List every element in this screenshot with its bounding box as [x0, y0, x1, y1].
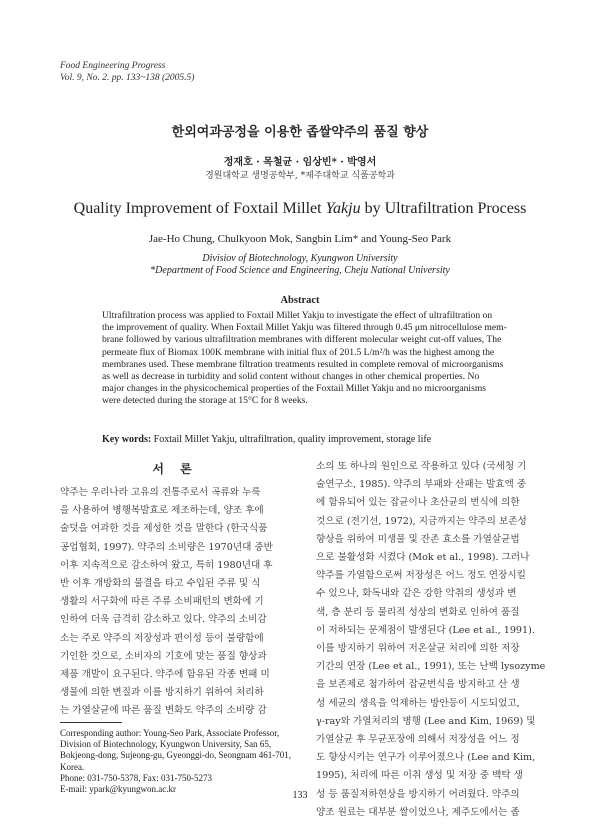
paragraph-line: 반 이후 개방화의 물결을 타고 수입된 주류 및 식 [60, 578, 261, 590]
keywords-text: Foxtail Millet Yakju, ultrafiltration, quality improvement, storage life [153, 434, 432, 445]
paragraph-line: 소는 주로 약주의 저장성과 편이성 등이 불량함에 [60, 632, 264, 644]
abstract-line: brane followed by various ultrafiltration membranes with different molecular weight cut-off values, The [102, 334, 502, 346]
journal-name: Food Engineering Progress [60, 61, 166, 71]
paragraph-line: 이를 방지하기 위하여 저온살균 처리에 의한 저장 [316, 643, 520, 655]
paragraph-line: 약주를 가열함으로써 저장성은 어느 정도 연장시킬 [316, 570, 526, 582]
english-authors: Jae-Ho Chung, Chulkyoon Mok, Sangbin Lim* and Young-Seo Park [148, 233, 452, 245]
paragraph-line: 1995), 처리에 따른 이취 생성 및 저장 중 백탁 생 [316, 770, 523, 782]
correspondence-line: Division of Biotechnology, Kyungwon University, San 65, [60, 739, 272, 750]
footnote-divider [60, 722, 122, 723]
abstract-line: were detected during the storage at 15°C for 8 weeks. [102, 395, 308, 407]
paragraph-line: 술연구소, 1985). 약주의 부패와 산패는 발효액 중 [316, 479, 527, 491]
abstract-heading: Abstract [280, 295, 320, 306]
paragraph-line: 향상을 위하여 미생물 및 잔존 효소를 가열살균법 [316, 533, 520, 545]
paragraph-line: 기인한 것으로, 소비자의 기호에 맞는 품질 향상과 [60, 650, 267, 662]
abstract-line: the improvement of quality. When Foxtail Millet Yakju was filtered through 0.45 μm nitrocellulose mem- [102, 322, 507, 334]
paragraph-line: γ-ray와 가열처리의 병행 (Lee and Kim, 1969) 및 [316, 715, 536, 727]
paragraph-line: 에 함유되어 있는 잡균이나 초산균의 번식에 의한 [316, 497, 520, 509]
paragraph-line: 인하여 더욱 급격히 감소하고 있다. 약주의 소비감 [60, 614, 267, 626]
correspondence-line: Bokjeong-dong, Sujeong-gu, Gyeonggi-do, Seongnam 461-701, [60, 750, 291, 761]
paragraph-line: 약주는 우리나라 고유의 전통주로서 곡류와 누룩 [60, 487, 261, 498]
section-heading-introduction: 서 론 [152, 462, 198, 476]
english-affiliation-2: *Department of Food Science and Engineering, Cheju National University [150, 265, 450, 276]
abstract-line: permeate flux of Biomax 100K membrane with initial flux of 201.5 L/m²/h was the highest among the [102, 346, 495, 358]
abstract-line: as well as decrease in turbidity and solid content without changes in other chemical properties. No [102, 371, 480, 383]
keywords-label: Key words: [102, 434, 152, 445]
body-right-column [316, 458, 552, 822]
korean-authors: 정재호 · 목철균 · 임상빈* · 박영서 [223, 157, 377, 168]
paragraph-line: 술덧을 여과한 것을 제성한 것을 말한다 (한국식품 [60, 523, 268, 535]
correspondence-line: Corresponding author: Young-Seo Park, Associate Professor, [60, 728, 280, 738]
english-affiliation-1: Divisiov of Biotechnology, Kyungwon University [202, 253, 398, 264]
paragraph-line: 는 가열살균에 따른 품질 변화도 약주의 소비량 감 [60, 705, 267, 717]
paragraph-line: 성 등 품질저하현상을 방지하기 어려웠다. 약주의 [316, 788, 520, 800]
paragraph-line: 을 보존제로 첨가하여 잡균번식을 방지하고 산 생 [316, 679, 520, 691]
page-number: 133 [292, 790, 308, 801]
paragraph-line: 을 사용하여 병행복발효로 제조하는데, 양조 후에 [60, 505, 264, 517]
english-title-italic: Yakju [325, 200, 361, 217]
paragraph-line: 수 있으나, 화독내와 같은 강한 악취의 생성과 변 [316, 588, 517, 600]
paragraph-line: 생물에 의한 변질과 이를 방지하기 위하여 처리하 [60, 687, 264, 699]
paragraph-line: 것으로 (전기선, 1972), 지금까지는 약주의 보존성 [316, 515, 527, 527]
paragraph-line: 공업협회, 1997). 약주의 소비량은 1970년대 중반 [60, 541, 273, 553]
korean-affiliation: 경원대학교 생명공학부, *제주대학교 식품공학과 [205, 171, 395, 181]
paragraph-line: 으로 불활성화 시켰다 (Mok et al., 1998). 그러나 [316, 552, 530, 564]
paragraph-line: 생활의 서구화에 따른 주류 소비패턴의 변화에 기 [60, 596, 264, 608]
english-title-post: by Ultrafiltration Process [360, 200, 527, 217]
abstract-line: major changes in the physicochemical properties of the Foxtail Millet Yakju and no microorganisms [102, 383, 487, 395]
paragraph-line: 제품 개발이 요구된다. 약주에 함유된 각종 변패 미 [60, 669, 270, 681]
english-title-pre: Quality Improvement of Foxtail Millet [73, 200, 326, 217]
abstract-line: Ultrafiltration process was applied to Foxtail Millet Yakju to investigate the effect of ultrafiltration on [102, 310, 493, 321]
correspondence-line: E-mail: ypark@kyungwon.ac.kr [60, 784, 177, 795]
paragraph-line: 성 세균의 생육을 억제하는 방안등이 시도되었고, [316, 697, 520, 709]
paragraph-line: 이후 지속적으로 감소하여 왔고, 특히 1980년대 후 [60, 559, 273, 571]
paragraph-line: 도 향상시키는 연구가 이루어졌으나 (Lee and Kim, [316, 752, 536, 764]
paragraph-line: 양조 원료는 대부분 쌀이었으나, 제주도에서는 좁 [316, 806, 520, 818]
journal-header [60, 60, 194, 84]
english-title [0, 200, 600, 218]
correspondence-footnote [60, 728, 296, 795]
paragraph-line: 색, 층 분리 등 물리적 성상의 변화로 인하여 품질 [316, 606, 520, 618]
journal-volume: Vol. 9, No. 2. pp. 133~138 (2005.5) [60, 73, 195, 83]
paragraph-line: 소의 또 하나의 원인으로 작용하고 있다 (국세청 기 [316, 461, 527, 472]
correspondence-line: Korea. [60, 761, 85, 772]
paragraph-line: 이 저하되는 문제점이 발생된다 (Lee et al., 1991). [316, 624, 535, 636]
correspondence-line: Phone: 031-750-5378, Fax: 031-750-5273 [60, 772, 212, 783]
abstract-line: membranes used. These membrane filtration treatments resulted in complete removal of microorganisms [102, 358, 504, 370]
body-left-column [60, 484, 296, 721]
paragraph-line: 기간의 연장 (Lee et al., 1991), 또는 난백 lysozyme [316, 661, 546, 673]
paragraph-line: 가열살균 후 무균포장에 의해서 저장성을 어느 정 [316, 734, 520, 746]
korean-title: 한외여과공정을 이용한 좁쌀약주의 품질 향상 [171, 125, 429, 140]
keywords [102, 434, 532, 445]
abstract-body [102, 310, 520, 408]
